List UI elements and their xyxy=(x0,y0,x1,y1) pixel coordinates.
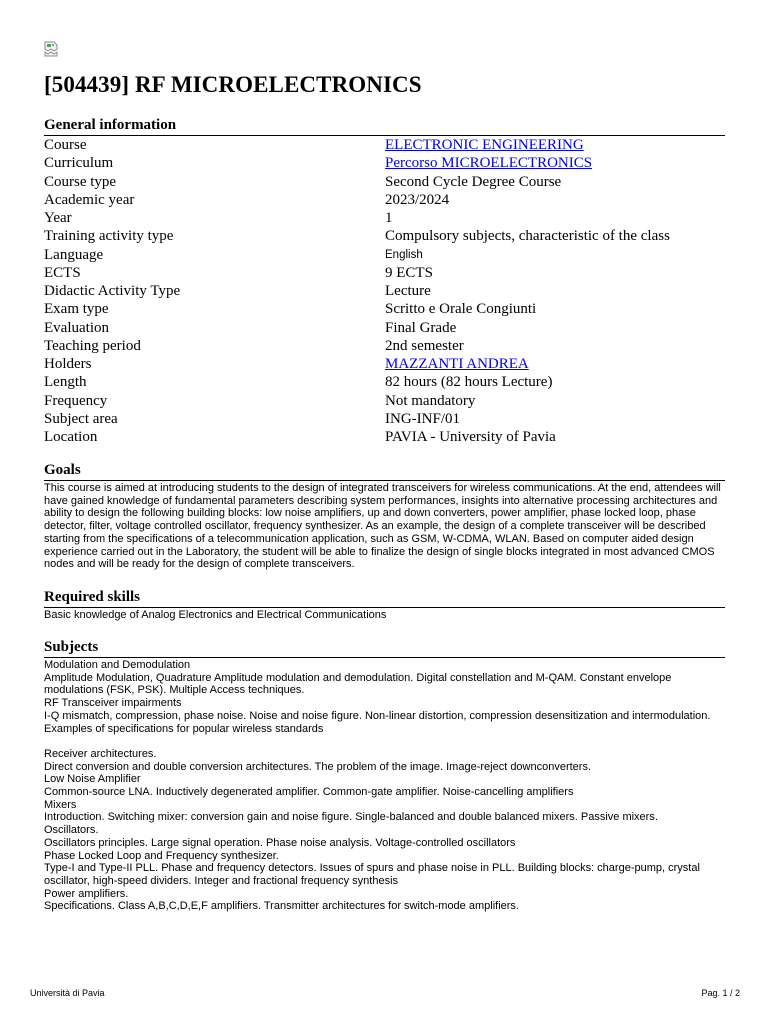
info-value-link[interactable]: MAZZANTI ANDREA xyxy=(385,356,529,372)
subject-line: I-Q mismatch, compression, phase noise. Noise and noise figure. Non-linear distortion, compression desensitization and intermodulation. Examples of specifications for popular wireless standards xyxy=(44,709,711,735)
subject-line: Receiver architectures. xyxy=(44,747,157,760)
info-value: 82 hours (82 hours Lecture) xyxy=(385,374,553,391)
subject-line: Modulation and Demodulation xyxy=(44,659,191,671)
info-value: Lecture xyxy=(385,283,431,299)
info-value xyxy=(385,136,725,154)
info-value: 1 xyxy=(385,210,393,226)
info-value: PAVIA - University of Pavia xyxy=(385,429,556,445)
info-label: ECTS xyxy=(44,264,81,281)
info-row xyxy=(44,136,725,154)
footer-university: Università di Pavia xyxy=(30,988,105,998)
subject-line: Common-source LNA. Inductively degenerated amplifier. Common-gate amplifier. Noise-cancelling amplifiers xyxy=(44,786,574,799)
info-label: Frequency xyxy=(44,392,108,409)
required-skills-text: Basic knowledge of Analog Electronics and Electrical Communications xyxy=(44,609,387,621)
info-label: Length xyxy=(44,374,87,391)
info-value: 2023/2024 xyxy=(385,191,450,208)
info-row xyxy=(44,410,725,428)
info-row xyxy=(44,428,725,446)
section-heading-general: General information xyxy=(44,117,725,136)
info-row xyxy=(44,282,725,300)
section-heading-required-skills: Required skills xyxy=(44,589,725,608)
info-value-link[interactable]: ELECTRONIC ENGINEERING xyxy=(385,137,584,153)
info-value xyxy=(385,355,725,373)
subject-line: Type-I and Type-II PLL. Phase and frequency detectors. Issues of spurs and phase noise in PLL. Building blocks: charge-pump, crystal oscillator, high-speed dividers. Integer and fractional frequency synthesis xyxy=(44,862,700,887)
info-row xyxy=(44,191,725,209)
section-heading-subjects: Subjects xyxy=(44,639,725,658)
info-row xyxy=(44,154,725,172)
subject-line: Oscillators. xyxy=(44,824,99,837)
info-label: Training activity type xyxy=(44,228,174,245)
info-label: Didactic Activity Type xyxy=(44,283,181,299)
subject-line: Direct conversion and double conversion architectures. The problem of the image. Image-reject downconverters. xyxy=(44,760,592,773)
info-value: 2nd semester xyxy=(385,337,464,354)
subject-line: Low Noise Amplifier xyxy=(44,773,141,786)
info-label: Holders xyxy=(44,356,92,372)
info-value: English xyxy=(385,248,423,261)
info-row xyxy=(44,209,725,227)
page-title: [504439] RF MICROELECTRONICS xyxy=(44,72,422,97)
info-value: Second Cycle Degree Course xyxy=(385,173,562,190)
subject-line: Oscillators principles. Large signal operation. Phase noise analysis. Voltage-controlled oscillators xyxy=(44,836,516,849)
info-label: Teaching period xyxy=(44,337,141,354)
info-value xyxy=(385,154,725,172)
info-value: ING-INF/01 xyxy=(385,410,460,427)
subject-line: Mixers xyxy=(44,798,77,811)
info-row xyxy=(44,173,725,191)
info-value: Compulsory subjects, characteristic of the class xyxy=(385,228,670,245)
info-value-link[interactable]: Percorso MICROELECTRONICS xyxy=(385,155,593,172)
info-label: Subject area xyxy=(44,410,118,427)
subject-line xyxy=(44,735,728,748)
info-row xyxy=(44,337,725,355)
general-info-table xyxy=(44,136,725,446)
info-row xyxy=(44,264,725,282)
info-value: Not mandatory xyxy=(385,392,476,409)
info-label: Academic year xyxy=(44,191,135,208)
info-value: Scritto e Orale Congiunti xyxy=(385,301,537,318)
info-label: Course type xyxy=(44,173,117,190)
info-row xyxy=(44,300,725,318)
info-value: 9 ECTS xyxy=(385,264,433,281)
info-label: Year xyxy=(44,210,72,226)
footer-page-number: Pag. 1 / 2 xyxy=(701,988,740,998)
info-label: Exam type xyxy=(44,301,109,318)
info-label: Evaluation xyxy=(44,319,109,336)
info-label: Course xyxy=(44,137,87,153)
info-row xyxy=(44,246,725,264)
subject-line: Amplitude Modulation, Quadrature Amplitude modulation and demodulation. Digital constellation and M-QAM. Constant envelope modulations (FSK, PSK). Multiple Access techniques. xyxy=(44,671,672,697)
info-row xyxy=(44,227,725,245)
subject-line: RF Transceiver impairments xyxy=(44,697,182,710)
info-row xyxy=(44,373,725,391)
broken-image-icon xyxy=(44,41,60,57)
subject-line: Introduction. Switching mixer: conversion gain and noise figure. Single-balanced and double balanced mixers. Passive mixers. xyxy=(44,811,658,824)
subject-line: Phase Locked Loop and Frequency synthesizer. xyxy=(44,849,279,862)
info-value: Final Grade xyxy=(385,319,457,336)
subjects-list xyxy=(44,659,728,913)
info-row xyxy=(44,319,725,337)
goals-text: This course is aimed at introducing students to the design of integrated transceivers for wireless communications. At the end, attendees will have gained knowledge of fundamental parameters describing system performances, insights into alternative processing architectures and ability to design the following building blocks: low noise amplifiers, up and down converters, power amplifier, phase locked loop, phase detector, filter, voltage controlled oscillator, frequency synthesizer. As an example, the design of a complete transceiver will be described starting from the specifications of a telecommunication application, such as GSM, W-CDMA, WLAN. Based on computer aided design experience carried out in the Laboratory, the student will be able to finalize the design of single blocks integrated in most advanced CMOS nodes and will be ready for the design of complete transceivers. xyxy=(44,482,721,571)
info-label: Language xyxy=(44,246,104,263)
section-heading-goals: Goals xyxy=(44,462,725,481)
info-label: Curriculum xyxy=(44,155,114,172)
info-label: Location xyxy=(44,429,98,445)
info-row xyxy=(44,392,725,410)
subject-line: Specifications. Class A,B,C,D,E,F amplifiers. Transmitter architectures for switch-mode amplifiers. xyxy=(44,900,519,913)
info-row xyxy=(44,355,725,373)
subject-line: Power amplifiers. xyxy=(44,887,129,900)
